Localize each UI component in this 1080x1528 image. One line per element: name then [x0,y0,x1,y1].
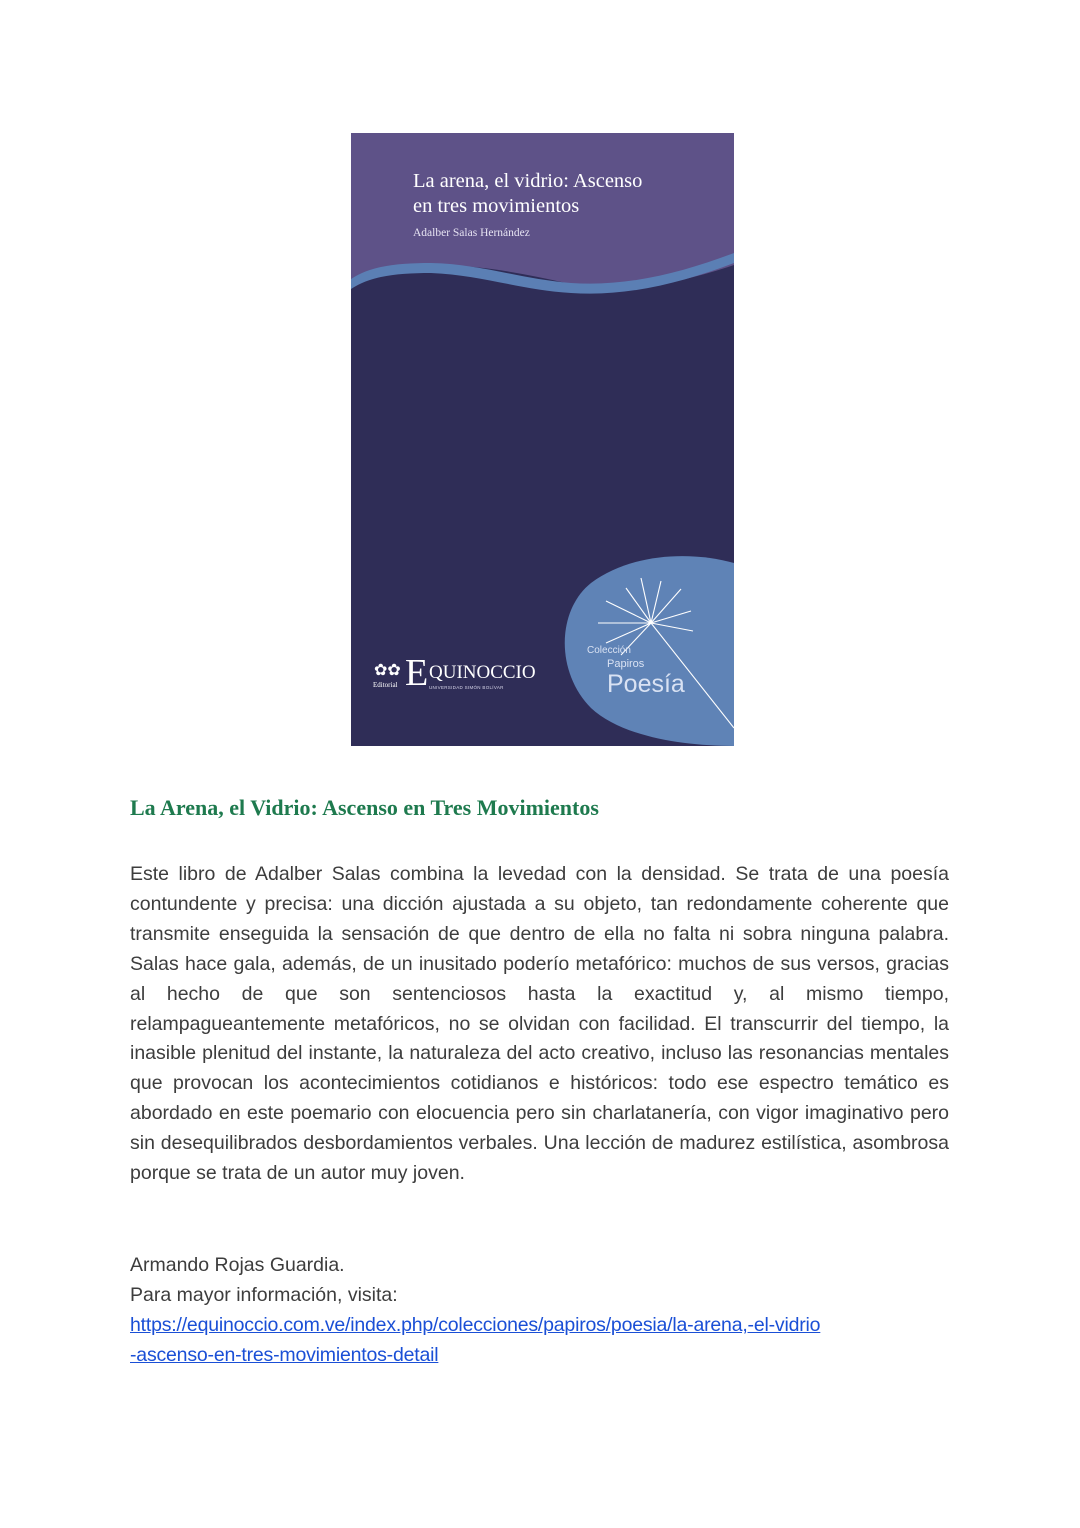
book-cover [351,133,734,746]
book-description: Este libro de Adalber Salas combina la levedad con la densidad. Se trata de una poesía contundente y precisa: una dicción ajustada a su objeto, tan redondamente coherente que transmite enseguida la sensación de que dentro de ella no falta ni sobra ninguna palabra. Salas hace gala, además, de un inusitado poderío metafórico: muchos de sus versos, gracias al hecho de que son sentenciosos hasta la exactitud y, al mismo tiempo, relampagueantemente metafóricos, no se olvidan con facilidad. El transcurrir del tiempo, la inasible plenitud del instante, la naturaleza del acto creativo, incluso las resonancias mentales que provocan los acontecimientos cotidianos e históricos: todo ese espectro temático es abordado en este poemario con elocuencia pero sin charlatanería, con vigor imaginativo pero sin desequilibrados desbordamientos verbales. Una lección de madurez estilística, asombrosa porque se trata de un autor muy joven. [130,863,949,1185]
cover-title-line2: en tres movimientos [413,195,580,217]
book-link[interactable] [130,1310,820,1370]
book-title: La Arena, el Vidrio: Ascenso en Tres Movimientos [130,795,599,820]
publisher-logo [373,651,543,701]
publisher-name: QUINOCCIO [429,662,536,683]
collection-line3: Poesía [607,670,685,698]
cover-title-line1: La arena, el vidrio: Ascenso [413,170,643,192]
book-link-line1[interactable]: https://equinoccio.com.ve/index.php/colecciones/papiros/poesia/la-arena,-el-vidrio [130,1314,821,1336]
review-author: Armando Rojas Guardia. [130,1254,345,1276]
publisher-initial: E [405,652,429,694]
publisher-subtitle: UNIVERSIDAD SIMÓN BOLÍVAR [429,685,504,690]
cover-title [413,169,713,219]
collection-line1: Colección [587,645,631,656]
cover-author: Adalber Salas Hernández [413,227,530,239]
collection-line2: Papiros [607,658,645,670]
book-link-line2[interactable]: -ascenso-en-tres-movimientos-detail [130,1344,439,1366]
attribution-block [130,1250,820,1370]
tree-icon: ✿✿ [374,662,401,679]
more-info-label: Para mayor información, visita: [130,1284,398,1306]
publisher-label: Editorial [373,681,398,689]
